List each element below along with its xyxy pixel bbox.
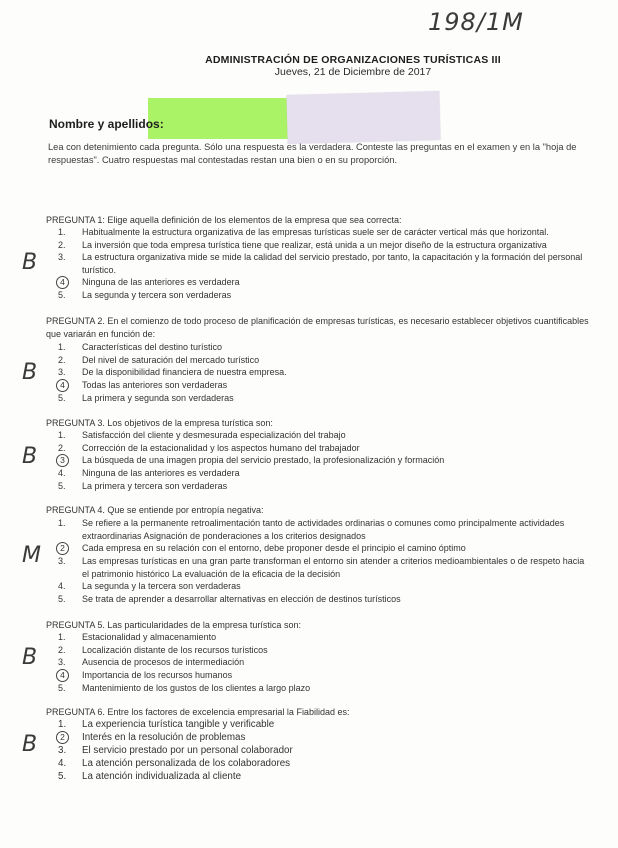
question-5-mark: B: [22, 645, 38, 670]
option: 1. La experiencia turística tangible y verificable: [58, 719, 275, 730]
option: 3. Las empresas turísticas en una gran parte transforman el entorno sin atender a criterios medioambientales o de respeto hacia el patrimonio histórico La evaluación de la eficacia de la decisión: [58, 556, 585, 579]
handwritten-grade: 198/1M: [428, 8, 524, 36]
option-circled: 4 Ninguna de las anteriores es verdadera: [58, 276, 593, 289]
circled-answer: 2: [56, 542, 69, 555]
question-5-header: PREGUNTA 5. Las particularidades de la empresa turística son:: [46, 620, 301, 630]
circled-answer: 4: [56, 669, 69, 682]
name-label: Nombre y apellidos:: [49, 117, 164, 131]
option: 2. Corrección de la estacionalidad y los aspectos humano del trabajador: [58, 442, 360, 453]
option: 5. Mantenimiento de los gustos de los clientes a largo plazo: [58, 682, 311, 693]
option-circled: 2 Cada empresa en su relación con el entorno, debe proponer desde el principio el camino óptimo: [58, 542, 593, 555]
exam-date: Jueves, 21 de Diciembre de 2017: [274, 66, 432, 78]
question-6-mark: B: [22, 732, 38, 757]
option: 4. Ninguna de las anteriores es verdadera: [58, 468, 240, 478]
exam-title: ADMINISTRACIÓN DE ORGANIZACIONES TURÍSTICAS III: [205, 54, 501, 66]
circled-answer: 4: [56, 379, 69, 392]
option-circled: 4 Importancia de los recursos humanos: [58, 669, 593, 682]
question-3-options: [58, 429, 593, 492]
question-4-header: PREGUNTA 4. Que se entiende por entropía negativa:: [46, 505, 264, 515]
option: 5. Se trata de aprender a desarrollar alternativas en elección de destinos turísticos: [58, 593, 401, 604]
option: 3. Ausencia de procesos de intermediación: [58, 657, 245, 667]
question-6-options: [58, 718, 593, 783]
option: 2. La inversión que toda empresa turística tiene que realizar, está unida a un mejor diseño de la estructura organizativa: [58, 239, 547, 250]
option-circled: 2 Interés en la resolución de problemas: [58, 731, 593, 744]
question-4-options: [58, 517, 593, 605]
option: 2. Localización distante de los recursos turísticos: [58, 644, 268, 655]
option-circled: 3 La búsqueda de una imagen propia del servicio prestado, la profesionalización y formación: [58, 454, 593, 467]
option: 1. Estacionalidad y almacenamiento: [58, 632, 217, 642]
option: 1. Se refiere a la permanente retroalimentación tanto de actividades ordinarias o comunes como principalmente actividades extraordinarias Asignación de ponderaciones a los criterios designados: [58, 518, 565, 541]
instructions: Lea con detenimiento cada pregunta. Sólo una respuesta es la verdadera. Conteste las preguntas en el examen y en la "hoja de respuestas". Cuatro respuestas mal contestadas restan una bien o en su proporción.: [48, 142, 577, 165]
question-2-options: [58, 341, 593, 404]
circled-answer: 3: [56, 454, 69, 467]
option: 5. La segunda y tercera son verdaderas: [58, 290, 232, 300]
option: 5. La primera y tercera son verdaderas: [58, 480, 228, 491]
question-3-header: PREGUNTA 3. Los objetivos de la empresa turística son:: [46, 418, 273, 428]
circled-answer: 2: [56, 731, 69, 744]
question-4-mark: M: [22, 543, 41, 568]
option: 1. Habitualmente la estructura organizativa de las empresas turísticas suele ser de carácter vertical más que horizontal.: [58, 227, 549, 237]
question-1-header: PREGUNTA 1: Elige aquella definición de los elementos de la empresa que sea correcta:: [46, 215, 402, 225]
option: 2. Del nivel de saturación del mercado turístico: [58, 354, 260, 365]
option: 4. La segunda y la tercera son verdaderas: [58, 581, 241, 591]
question-5-options: [58, 631, 593, 694]
question-2-header: PREGUNTA 2. En el comienzo de todo proceso de planificación de empresas turísticas, es necesario establecer objetivos cuantificables que variarán en función de:: [46, 316, 589, 339]
option-circled: 4 Todas las anteriores son verdaderas: [58, 379, 593, 392]
question-6-header: PREGUNTA 6. Entre los factores de excelencia empresarial la Fiabilidad es:: [46, 707, 350, 717]
redaction-highlight-green: [148, 98, 288, 139]
circled-answer: 4: [56, 276, 69, 289]
question-1-mark: B: [22, 250, 38, 275]
option: 5. La atención individualizada al cliente: [58, 771, 242, 782]
option: 5. La primera y segunda son verdaderas: [58, 392, 234, 403]
question-1-options: [58, 226, 593, 302]
option: 4. La atención personalizada de los colaboradores: [58, 758, 291, 769]
option: 3. La estructura organizativa mide se mide la calidad del servicio prestado, por tanto, la capacitación y la formación del personal turístico.: [58, 252, 583, 275]
option: 1. Características del destino turístico: [58, 342, 223, 352]
redaction-sticker: [286, 91, 440, 144]
question-3-mark: B: [22, 444, 38, 469]
question-2-mark: B: [22, 360, 38, 385]
option: 3. El servicio prestado por un personal colaborador: [58, 745, 293, 756]
option: 3. De la disponibilidad financiera de nuestra empresa.: [58, 367, 287, 377]
option: 1. Satisfacción del cliente y desmesurada especialización del trabajo: [58, 430, 346, 440]
